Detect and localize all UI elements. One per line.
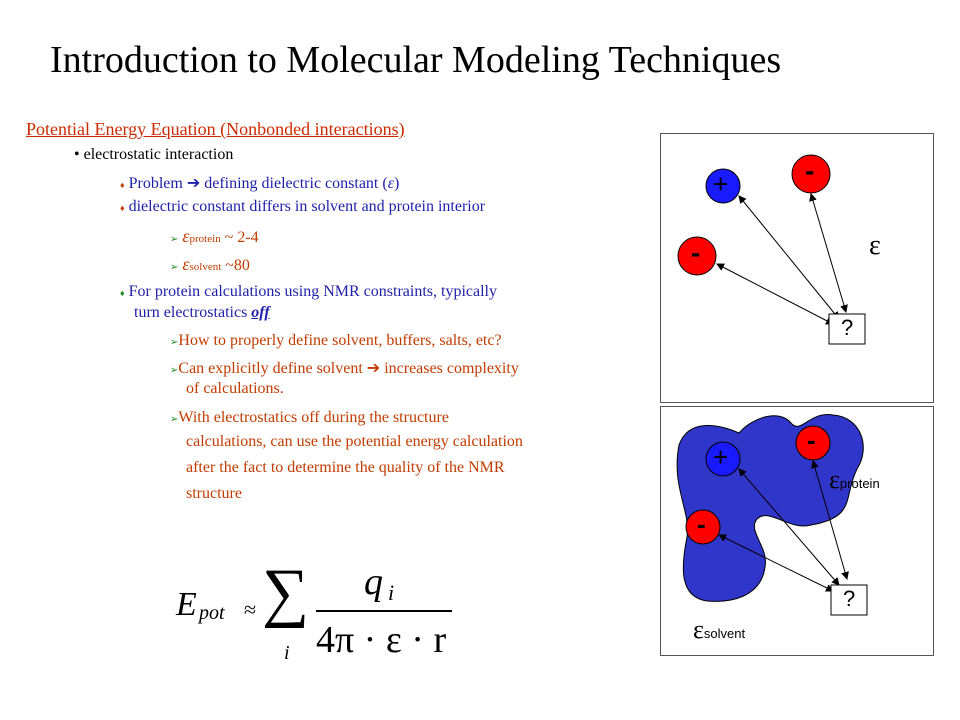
eq-sum: ∑ xyxy=(262,556,310,629)
off-emphasis: off xyxy=(251,304,270,321)
point-nmr-line2 xyxy=(134,304,270,322)
electrostatics-off-line2: calculations, can use the potential energy calculation xyxy=(186,433,523,450)
eq-numerator: q xyxy=(364,561,383,603)
slide-title: Introduction to Molecular Modeling Techniques xyxy=(50,39,782,81)
protein-sub: protein xyxy=(189,233,221,245)
eq-denominator: 4π · ε · r xyxy=(316,619,447,661)
query-label: ? xyxy=(841,315,854,340)
plus-label: + xyxy=(713,169,729,199)
protein-value: ~ 2-4 xyxy=(220,229,259,246)
diagram-panel-bottom xyxy=(660,406,934,656)
point-nmr xyxy=(120,283,497,301)
solvent-sub: solvent xyxy=(703,626,746,641)
epsilon-symbol: ε xyxy=(182,254,190,274)
eq-pot: pot xyxy=(199,602,225,624)
force-arrow xyxy=(717,264,833,324)
sub-electrostatics-off xyxy=(170,409,449,427)
epsilon-symbol: ε xyxy=(387,175,395,192)
bullet-dot: • xyxy=(74,146,80,163)
electrostatics-off-line3: after the fact to determine the quality of the NMR xyxy=(186,459,505,476)
sub-define-solvent xyxy=(170,332,502,350)
complexity-text: increases complexity xyxy=(380,360,519,377)
arrow-icon: ➔ xyxy=(186,175,201,192)
nmr-text-2: turn electrostatics xyxy=(134,304,252,321)
plus-label: + xyxy=(713,442,729,472)
protein-sub: protein xyxy=(839,476,880,491)
force-arrow xyxy=(739,196,839,319)
sub-explicit-solvent xyxy=(170,358,519,378)
eq-num-sub: i xyxy=(388,580,395,605)
define-solvent-text: How to properly define solvent, buffers, salts, etc? xyxy=(178,332,502,349)
force-arrow xyxy=(811,194,846,312)
eq-approx: ≈ xyxy=(244,597,257,622)
minus-label: - xyxy=(691,237,701,268)
solvent-epsilon-label xyxy=(693,615,745,645)
bullet-text: electrostatic interaction xyxy=(83,146,234,163)
arrow-bullet-icon: ➢ xyxy=(170,365,179,376)
arrow-bullet-icon: ➢ xyxy=(170,337,179,348)
arrow-bullet-icon: ➢ xyxy=(170,262,179,273)
eq-index: i xyxy=(284,642,290,664)
arrow-bullet-icon: ➢ xyxy=(170,234,179,245)
diamond-icon: ♦ xyxy=(120,180,125,190)
arrow-icon: ➔ xyxy=(366,360,381,377)
epsilon-symbol: ε xyxy=(182,226,190,246)
nmr-text: For protein calculations using NMR constraints, typically xyxy=(128,283,497,300)
minus-label: - xyxy=(697,509,706,539)
point-problem xyxy=(120,173,399,193)
solvent-value: ~80 xyxy=(221,257,250,274)
electrostatics-off-text: With electrostatics off during the structure xyxy=(178,409,449,426)
point-dielectric xyxy=(120,198,485,216)
diamond-icon: ♦ xyxy=(120,288,125,298)
epsilon-symbol: ε xyxy=(829,465,840,494)
dielectric-text: dielectric constant differs in solvent and protein interior xyxy=(128,198,486,215)
protein-blob xyxy=(677,415,863,602)
epsilon-label: ε xyxy=(869,230,881,261)
solvent-sub: solvent xyxy=(189,261,222,273)
problem-text: defining dielectric constant ( xyxy=(200,175,388,192)
problem-label: Problem xyxy=(128,175,187,192)
query-label: ? xyxy=(843,586,856,611)
electrostatics-off-line4: structure xyxy=(186,485,242,502)
sub-protein xyxy=(170,226,259,247)
fraction-bar xyxy=(316,610,452,612)
eq-E: E xyxy=(176,586,197,623)
sub-solvent xyxy=(170,254,250,275)
explicit-text: Can explicitly define solvent xyxy=(178,360,367,377)
diagram-panel-top xyxy=(660,133,934,403)
arrow-bullet-icon: ➢ xyxy=(170,414,179,425)
diamond-icon: ♦ xyxy=(120,203,125,213)
sub-explicit-solvent-line2: of calculations. xyxy=(186,380,284,397)
minus-label: - xyxy=(807,425,816,455)
protein-epsilon-label xyxy=(829,465,880,495)
section-heading: Potential Energy Equation (Nonbonded interactions) xyxy=(26,119,405,139)
minus-label: - xyxy=(805,155,815,186)
top-diagram-svg xyxy=(661,134,933,402)
epsilon-symbol: ε xyxy=(693,615,704,644)
problem-close: ) xyxy=(394,175,400,192)
bullet-electrostatic xyxy=(74,146,233,164)
